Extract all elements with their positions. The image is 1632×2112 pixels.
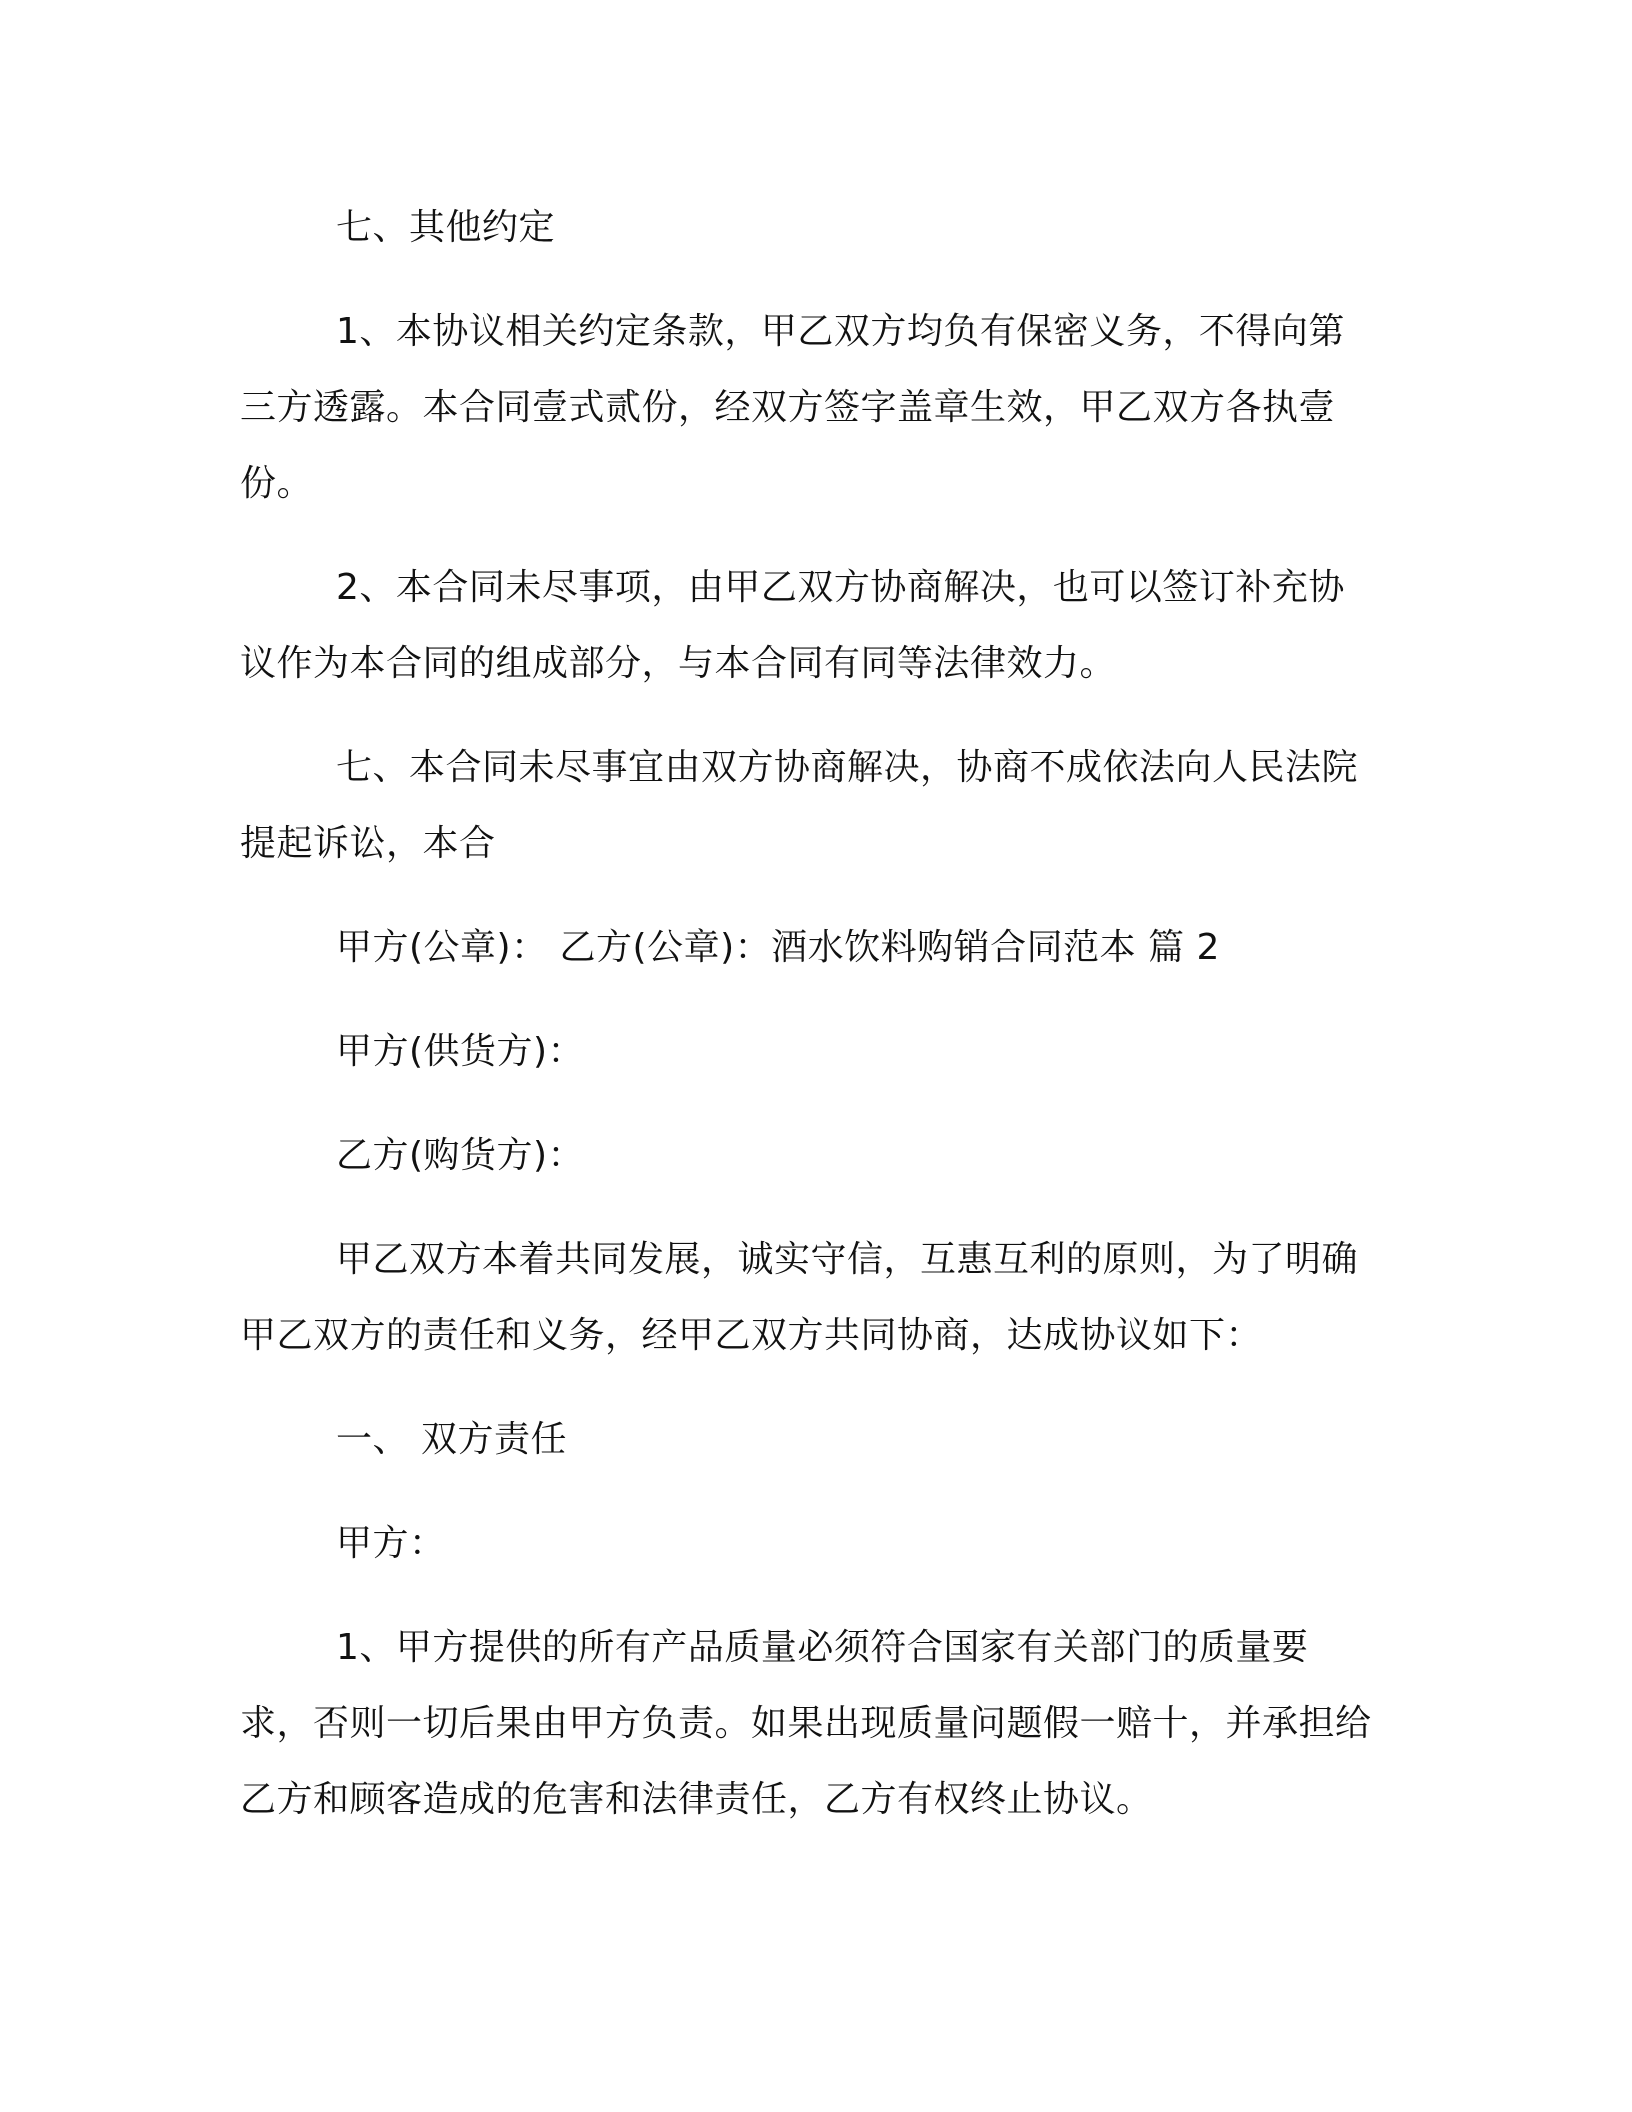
clause-7: 七、本合同未尽事宜由双方协商解决，协商不成依法向人民法院提起诉讼，本合 (240, 747, 1359, 864)
clause-2: 2、本合同未尽事项，由甲乙双方协商解决，也可以签订补充协议作为本合同的组成部分，与本合同有同等法律效力。 (240, 567, 1345, 684)
party-a-supplier: 甲方(供货方)： (336, 1031, 585, 1072)
clause-1: 1、本协议相关约定条款，甲乙双方均负有保密义务，不得向第三方透露。本合同壹式贰份，经双方签字盖章生效，甲乙双方各执壹份。 (240, 311, 1345, 504)
section-1-title: 一、 双方责任 (336, 1419, 567, 1460)
seal-line: 甲方(公章)： 乙方(公章)：酒水饮料购销合同范本 篇 2 (336, 927, 1220, 968)
party-b-buyer: 乙方(购货方)： (336, 1135, 585, 1176)
duty-1: 1、甲方提供的所有产品质量必须符合国家有关部门的质量要求，否则一切后果由甲方负责。如果出现质量问题假一赔十，并承担给乙方和顾客造成的危害和法律责任，乙方有权终止协议。 (240, 1627, 1372, 1820)
section-7-title: 七、其他约定 (336, 207, 556, 248)
document-body (240, 190, 1380, 1866)
party-a-label: 甲方： (336, 1523, 446, 1564)
preamble: 甲乙双方本着共同发展，诚实守信，互惠互利的原则，为了明确甲乙双方的责任和义务，经甲乙双方共同协商，达成协议如下： (240, 1239, 1359, 1356)
